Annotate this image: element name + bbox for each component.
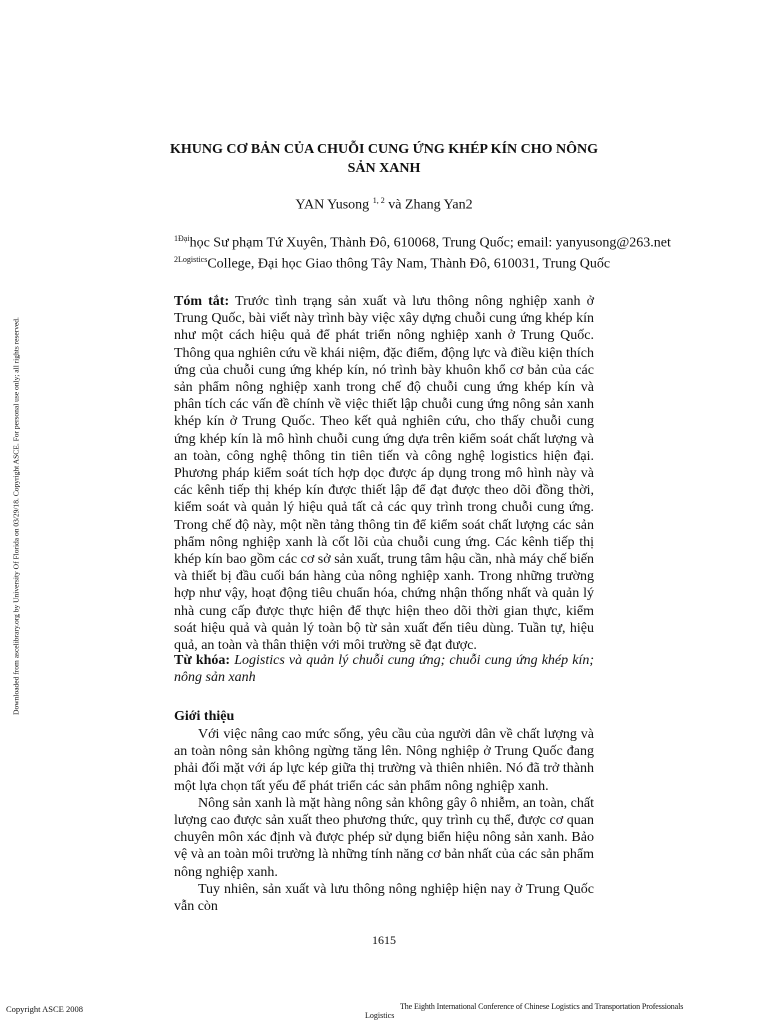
affiliation-1-marker: 1Đại [174,234,190,243]
affiliation-1 [174,234,671,252]
author-rest: và Zhang Yan2 [384,197,473,213]
title-line-2: SẢN XANH [347,161,421,176]
footer-conference: The Eighth International Conference of Chinese Logistics and Transportation Professionals [400,1002,684,1011]
affiliation-1-text: học Sư phạm Tứ Xuyên, Thành Đô, 610068, Trung Quốc; email: yanyusong@263.net [189,235,671,251]
keywords [174,652,594,686]
page-number: 1615 [372,933,396,947]
affiliation-2-marker: 2Logistics [174,255,208,264]
abstract [174,293,594,654]
footer-conference-tail: Logistics [365,1011,395,1020]
footer-copyright: Copyright ASCE 2008 [6,1004,83,1014]
title-line-1: KHUNG CƠ BẢN CỦA CHUỖI CUNG ỨNG KHÉP KÍN CHO NÔNG [169,142,599,157]
section-heading-introduction: Giới thiệu [174,709,235,724]
abstract-text: Trước tình trạng sản xuất và lưu thông nông nghiệp xanh ở Trung Quốc, bài viết này trình bày việc xây dựng chuỗi cung ứng khép kín như một cách hiệu quả để phát triển nông nghiệp xanh ở Trung Quốc. Thông qua nghiên cứu về khái niệm, đặc điểm, động lực và điều kiện thích ứng của chuỗi cung ứng khép kín, nó trình bày khuôn khổ cơ bản của các sản phẩm nông nghiệp xanh trong chế độ chuỗi cung ứng khép kín và phân tích các vấn đề chính về việc thiết lập chuỗi cung ứng nông sản xanh khép kín ở Trung Quốc. Theo kết quả nghiên cứu, cho thấy chuỗi cung ứng khép kín là mô hình chuỗi cung ứng dựa trên kiểm soát chất lượng và an toàn, công nghệ thông tin tiên tiến và công nghệ logistics hiện đại. Phương pháp kiểm soát tích hợp dọc được áp dụng trong mô hình này và các kênh tiếp thị khép kín được thiết lập để đạt được theo dõi đồng thời, kiểm soát và quản lý hiệu quả tất cả các quy trình trong chuỗi cung ứng. Trong chế độ này, một nền tảng thông tin để kiểm soát chất lượng các sản phẩm nông nghiệp xanh là cốt lõi của chuỗi cung ứng. Các kênh tiếp thị khép kín bao gồm các cơ sở sản xuất, trung tâm hậu cần, nhà máy chế biến và thiết bị đầu cuối bán hàng của nông nghiệp xanh. Trong những trường hợp như vậy, hoạt động tiêu chuẩn hóa, chứng nhận thống nhất và quản lý nhà cung cấp được thực hiện để thực hiện theo dõi thời gian thực, kiểm soát hiệu quả và quản lý toàn bộ từ sản xuất đến tiêu dùng. Tuần tự, hiệu quả, an toàn và thân thiện với môi trường sẽ đạt được. [174,294,594,654]
intro-paragraph-3: Tuy nhiên, sản xuất và lưu thông nông nghiệp hiện nay ở Trung Quốc vẫn còn [174,881,594,915]
introduction-body [174,726,594,915]
author-first: YAN Yusong [295,197,370,213]
intro-paragraph-2: Nông sản xanh là mặt hàng nông sản không gây ô nhiễm, an toàn, chất lượng cao được sản xuất theo phương thức, quy trình cụ thể, được cơ quan chuyên môn xác định và được phép sử dụng biển hiệu nông sản xanh. Bảo vệ và an toàn môi trường là những tính năng cơ bản nhất của các sản phẩm nông nghiệp xanh. [174,795,594,880]
author-first-affiliation: 1, 2 [372,196,385,205]
affiliation-2-text: College, Đại học Giao thông Tây Nam, Thành Đô, 610031, Trung Quốc [207,256,611,272]
keywords-text: Logistics và quản lý chuỗi cung ứng; chuỗi cung ứng khép kín; nông sản xanh [174,653,594,686]
affiliation-2 [174,255,610,273]
paper-title [120,140,648,178]
keywords-label: Từ khóa: [174,653,231,668]
author-line [0,196,768,214]
intro-paragraph-1: Với việc nâng cao mức sống, yêu cầu của người dân về chất lượng và an toàn nông sản không ngừng tăng lên. Nông nghiệp ở Trung Quốc đang phải đối mặt với áp lực kép giữa thị trường và thiên nhiên. Nó đã trở thành một lựa chọn tất yếu để phát triển các sản phẩm nông nghiệp xanh. [174,727,594,794]
download-notice: Downloaded from ascelibrary.org by University Of Florida on 03/29/18. Copyright ASCE. For personal use only; all rights reserved. [11,317,21,715]
abstract-label: Tóm tắt: [174,294,230,309]
